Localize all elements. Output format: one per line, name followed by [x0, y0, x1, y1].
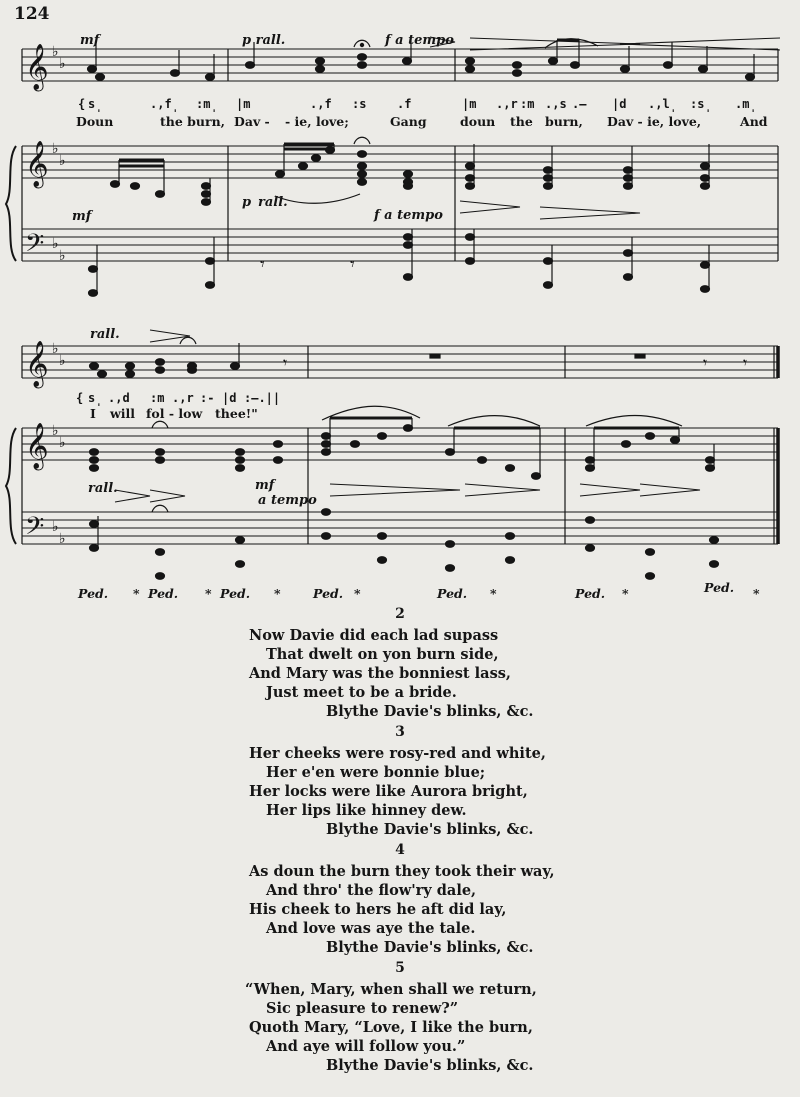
- solfa-1-15: .m̩: [735, 97, 757, 111]
- verse-line: “When, Mary, when shall we return,: [245, 981, 537, 998]
- solfa-2-1: .,d: [108, 391, 130, 405]
- svg-text:♭: ♭: [52, 236, 59, 252]
- svg-text:♭: ♭: [59, 56, 66, 72]
- verse-line: And Mary was the bonniest lass,: [249, 665, 511, 682]
- solfa-2-0: s̩: [88, 391, 103, 405]
- svg-text:𝄢: 𝄢: [25, 229, 45, 264]
- svg-text:𝄾: 𝄾: [350, 254, 355, 275]
- svg-text:𝄢: 𝄢: [25, 512, 45, 547]
- solfa-2-4: :-: [200, 391, 215, 405]
- lyric-1-3: - ie, love;: [285, 114, 349, 129]
- lyric-1-0: Doun: [76, 114, 114, 129]
- solfa-1-13: .,l̩: [648, 97, 677, 111]
- verse-4: [0, 842, 800, 960]
- dynamic-f-a-tempo: f a tempo: [385, 33, 454, 48]
- solfa-1-3: |m: [236, 97, 251, 111]
- lyric-1-4: Gang: [390, 114, 427, 129]
- solfa-1-7: |m: [462, 97, 477, 111]
- svg-text:{: {: [78, 97, 86, 111]
- verse-line: Quoth Mary, “Love, I like the burn,: [249, 1019, 533, 1036]
- verse-line: And love was aye the tale.: [266, 920, 476, 937]
- verse-number: 5: [395, 960, 405, 976]
- solfa-1-2: :m̩: [196, 97, 218, 111]
- verse-3: [0, 724, 800, 842]
- svg-text:♭: ♭: [52, 519, 59, 535]
- solfa-1-14: :s̩: [690, 97, 712, 111]
- verse-number: 3: [395, 724, 405, 740]
- page-number: 124: [14, 4, 50, 24]
- piano-dynamic-a-tempo-2: a tempo: [258, 493, 317, 508]
- pedal-ped-3: Ped.: [313, 586, 344, 600]
- lyric-2-3: thee!": [215, 406, 258, 421]
- piano-dynamic-rall: rall.: [258, 195, 288, 210]
- svg-text:𝄾: 𝄾: [703, 353, 708, 372]
- svg-text:𝄾: 𝄾: [260, 254, 265, 275]
- pedal-ped-5: Ped.: [575, 586, 606, 600]
- solfa-1-0: s̩: [88, 97, 103, 111]
- svg-text:𝄞: 𝄞: [25, 141, 49, 187]
- verse-refrain: Blythe Davie's blinks, &c.: [326, 821, 534, 838]
- solfa-1-12: |d: [612, 97, 627, 111]
- pedal-ped-2: Ped.: [220, 586, 251, 600]
- solfa-1-9: :m: [520, 97, 535, 111]
- svg-text:♭: ♭: [52, 141, 59, 157]
- svg-text:♭: ♭: [52, 341, 59, 357]
- verse-number: 2: [395, 606, 405, 622]
- piano-treble-staff-2: [22, 428, 778, 460]
- verse-line: Her e'en were bonnie blue;: [266, 764, 486, 781]
- dynamic-p-rall: p rall.: [242, 33, 286, 48]
- verse-refrain: Blythe Davie's blinks, &c.: [326, 1057, 534, 1074]
- solfa-1-6: .f: [397, 97, 412, 111]
- verse-line: That dwelt on yon burn side,: [266, 646, 499, 663]
- svg-text:𝄾: 𝄾: [743, 353, 748, 372]
- lyric-1-6: the: [510, 114, 533, 129]
- solfa-1-10: .,s: [545, 97, 567, 111]
- pedal-release-1: *: [205, 586, 212, 600]
- solfa-1-5: :s: [352, 97, 367, 111]
- lyric-2-1: will: [110, 406, 136, 421]
- lyric-1-7: burn,: [545, 114, 583, 129]
- verse-refrain: Blythe Davie's blinks, &c.: [326, 939, 534, 956]
- pedal-release-6: *: [753, 586, 760, 600]
- pedal-release-5: *: [622, 586, 629, 600]
- svg-text:{: {: [76, 391, 84, 405]
- pedal-ped-1: Ped.: [148, 586, 179, 600]
- svg-text:𝄞: 𝄞: [25, 44, 49, 90]
- verses: [0, 606, 800, 1078]
- piano-dynamic-p: p: [242, 195, 252, 210]
- lyric-2-2: fol - low: [146, 406, 203, 421]
- dynamic-mf-voice: mf: [80, 33, 100, 48]
- verse-5: [0, 960, 800, 1078]
- pedal-release-2: *: [274, 586, 281, 600]
- verse-line: Now Davie did each lad supass: [249, 627, 499, 644]
- lyric-1-5: doun: [460, 114, 496, 129]
- dynamic-rall-voice-2: rall.: [90, 327, 120, 342]
- piano-dynamic-rall-2: rall.: [88, 481, 118, 496]
- verse-line: Sic pleasure to renew?”: [266, 1000, 459, 1017]
- svg-text:♭: ♭: [59, 153, 66, 169]
- svg-text:𝄞: 𝄞: [25, 423, 49, 469]
- solfa-1-1: .,f̩: [150, 97, 179, 111]
- svg-text:♭: ♭: [59, 531, 66, 547]
- pedal-ped-6: Ped.: [704, 580, 735, 595]
- verse-line: His cheek to hers he aft did lay,: [249, 901, 507, 918]
- verse-line: As doun the burn they took their way,: [249, 863, 555, 880]
- pedal-release-3: *: [354, 586, 361, 600]
- svg-text:♭: ♭: [59, 435, 66, 451]
- piano-dynamic-f-a-tempo: f a tempo: [374, 208, 443, 223]
- svg-text:♭: ♭: [52, 44, 59, 60]
- solfa-2-3: .,r: [172, 391, 194, 405]
- pedal-ped-0: Ped.: [78, 586, 109, 600]
- verse-line: And thro' the flow'ry dale,: [266, 882, 477, 899]
- verse-refrain: Blythe Davie's blinks, &c.: [326, 703, 534, 720]
- svg-text:♭: ♭: [52, 423, 59, 439]
- piano-bass-staff-2: [22, 512, 778, 544]
- verse-line: Her lips like hinney dew.: [266, 802, 467, 819]
- verse-line: And aye will follow you.”: [266, 1038, 466, 1055]
- verse-line: Just meet to be a bride.: [266, 684, 457, 701]
- lyric-1-1: the burn,: [160, 114, 226, 129]
- svg-text:♭: ♭: [59, 248, 66, 264]
- pedal-release-4: *: [490, 586, 497, 600]
- solfa-2-5: |d: [222, 391, 237, 405]
- svg-text:𝄞: 𝄞: [25, 341, 49, 387]
- verse-number: 4: [395, 842, 405, 858]
- lyric-1-8: Dav - ie, love,: [607, 114, 702, 129]
- piano-dynamic-mf-2: mf: [255, 478, 275, 493]
- solfa-1-8: .,r: [496, 97, 518, 111]
- solfa-2-6: :—.||: [244, 391, 281, 405]
- verse-2: [0, 606, 800, 724]
- pedal-ped-4: Ped.: [437, 586, 468, 600]
- verse-line: Her cheeks were rosy-red and white,: [249, 745, 546, 762]
- svg-text:♭: ♭: [59, 353, 66, 369]
- lyric-1-2: Dav -: [234, 114, 270, 129]
- piano-treble-staff-1: [22, 146, 778, 178]
- solfa-2-2: :m: [150, 391, 165, 405]
- svg-text:𝄾: 𝄾: [283, 353, 288, 372]
- verse-line: Her locks were like Aurora bright,: [249, 783, 528, 800]
- solfa-1-4: .,f: [310, 97, 332, 111]
- pedal-release-0: *: [133, 586, 140, 600]
- piano-bass-staff-1: [22, 229, 778, 261]
- piano-dynamic-mf: mf: [72, 209, 92, 224]
- solfa-1-11: .—: [572, 97, 587, 111]
- lyric-1-9: And: [740, 114, 768, 129]
- lyric-2-0: I: [90, 406, 96, 421]
- voice-staff-2: [22, 346, 778, 378]
